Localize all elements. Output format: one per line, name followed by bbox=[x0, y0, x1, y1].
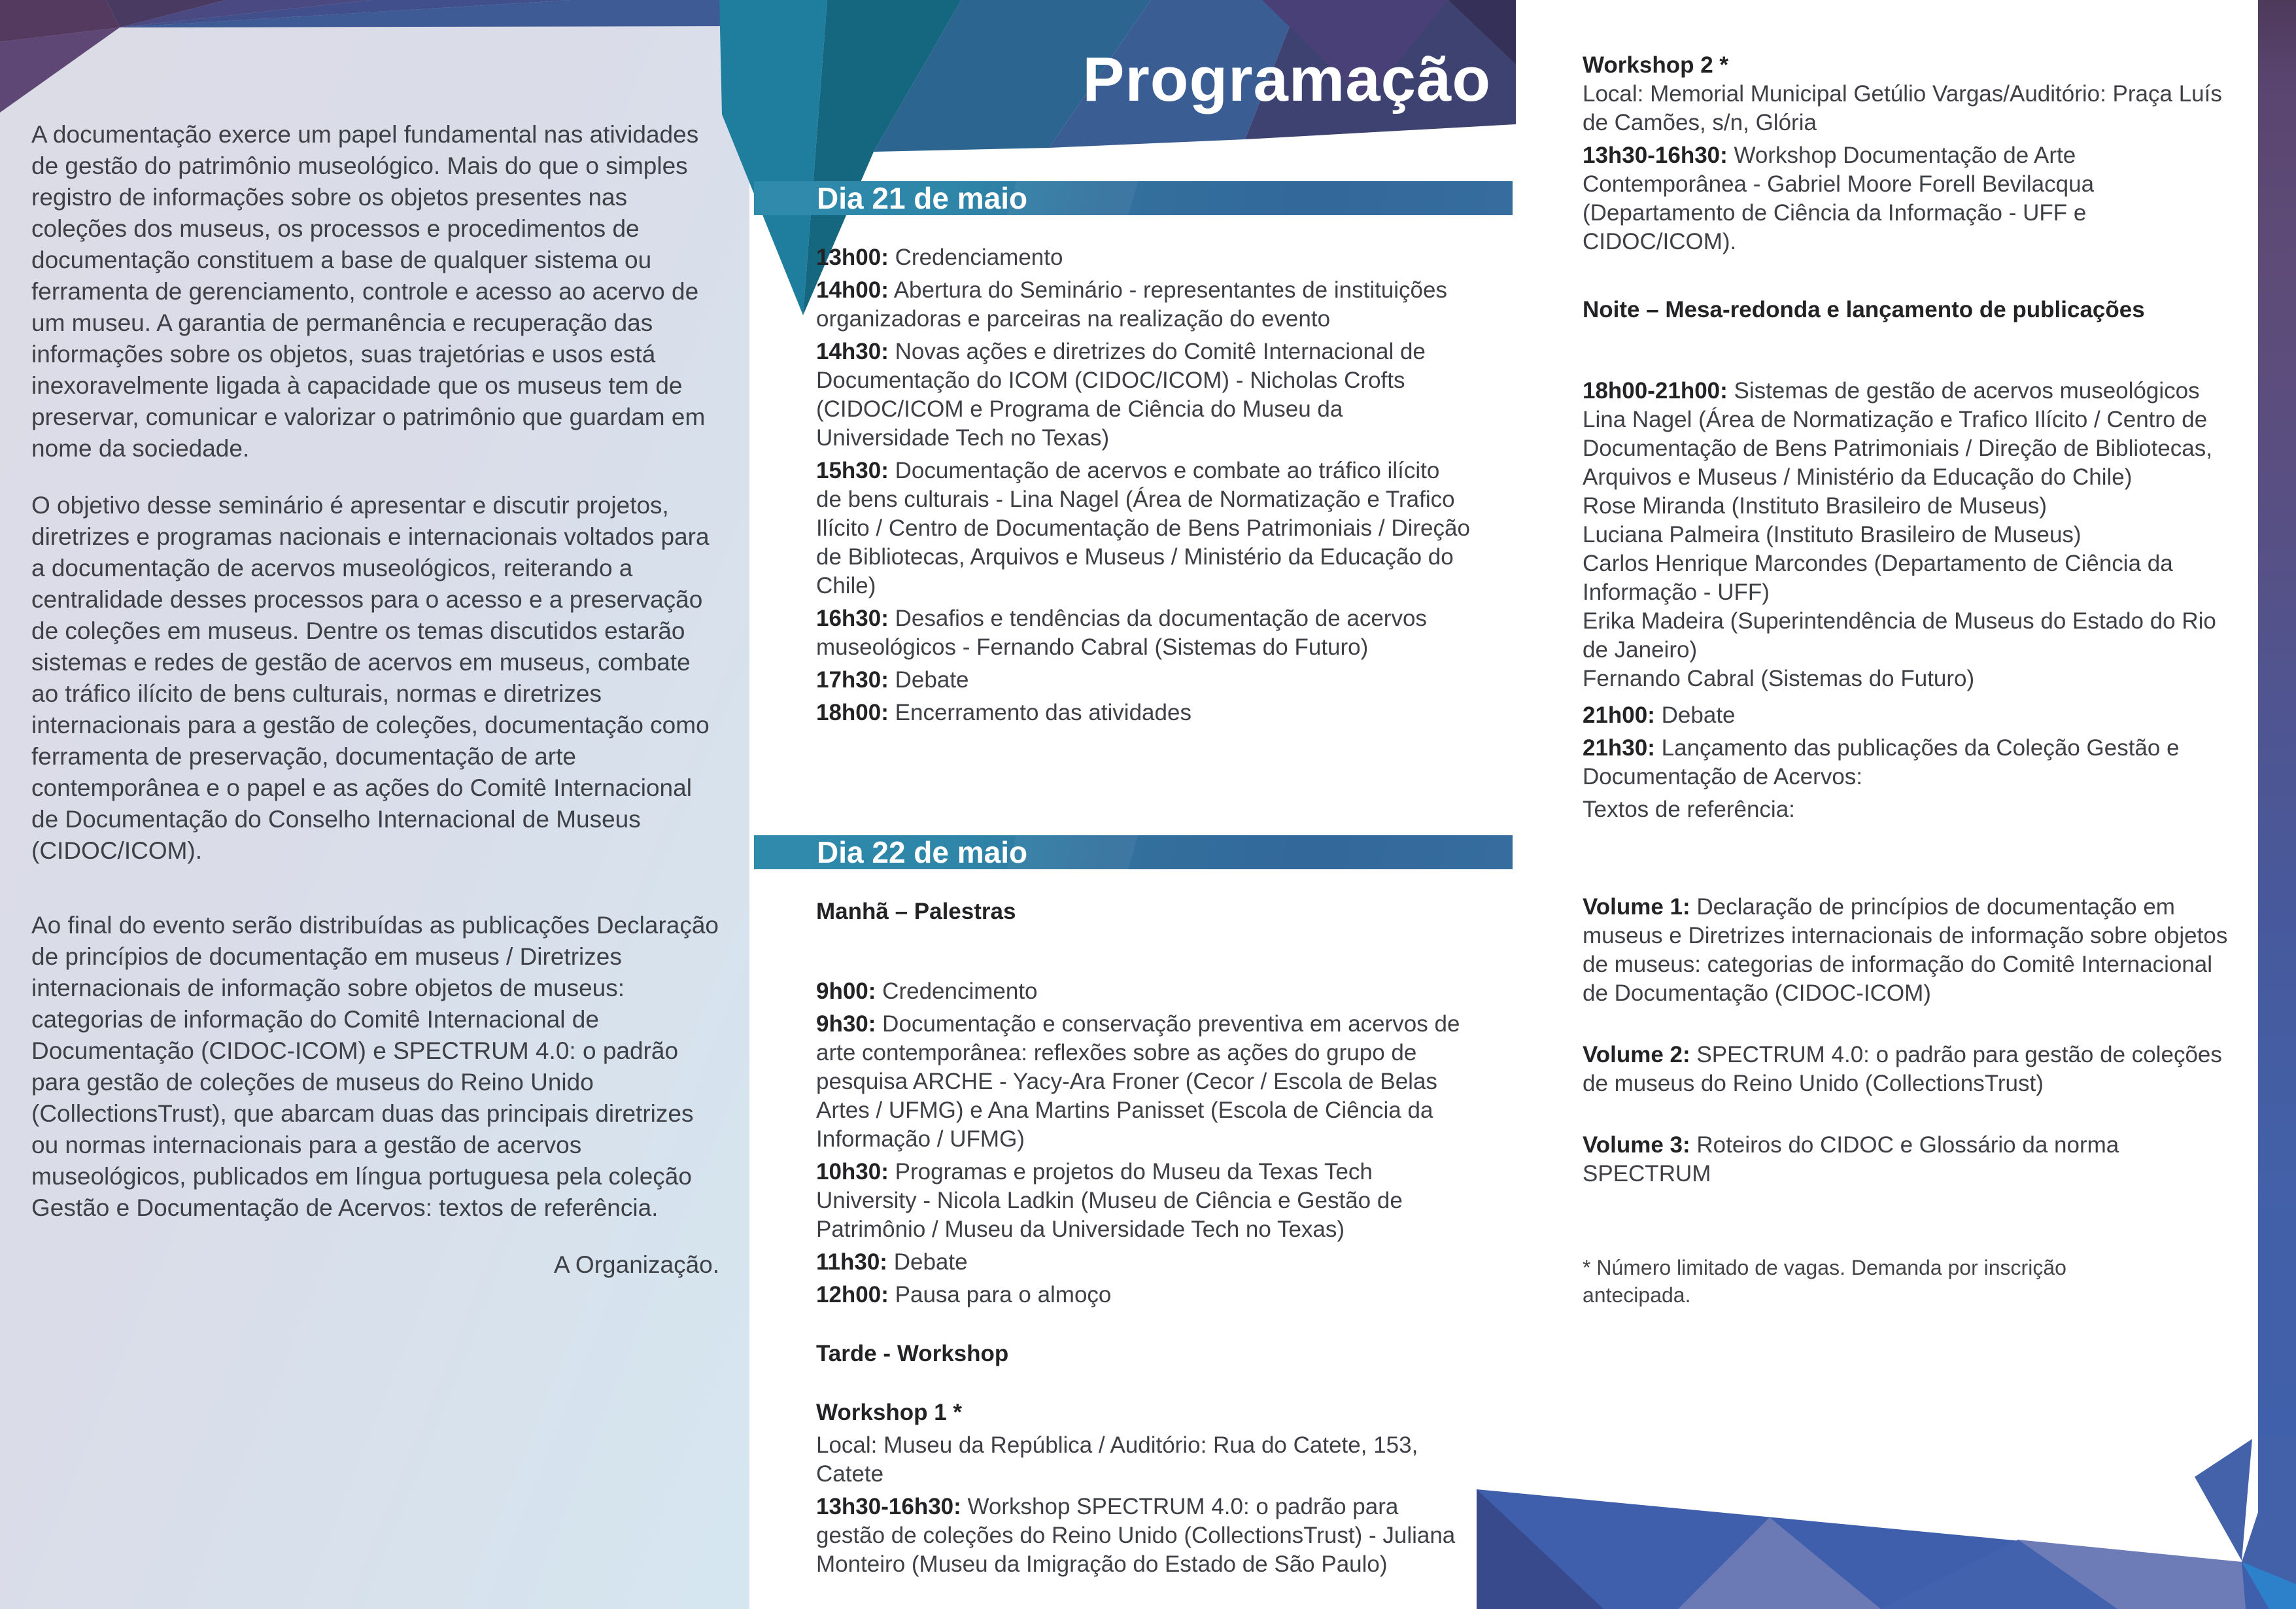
bottom-right-decoration bbox=[1439, 1400, 2296, 1609]
intro-paragraph-3: Ao final do evento serão distribuídas as publicações Declaração de princípios de documentação em museus / Diretrizes internacionais de informação sobre objetos de museus: categorias de informação do Comitê Internacional de Documentação (CIDOC-ICOM) e SPECTRUM 4.0: o padrão para gestão de coleções de museus do Reino Unido (CollectionsTrust), que abarcam duas das principais diretrizes ou normas internacionais para a gestão de acervos museológicos, publicados em língua portuguesa pela coleção Gestão e Documentação de Acervos: textos de referência. bbox=[31, 912, 719, 1221]
entry-text: Debate bbox=[1661, 702, 1736, 728]
page-title: Programação bbox=[1082, 44, 1491, 114]
volume-label: Volume 3: bbox=[1583, 1132, 1690, 1158]
entry-time: 13h30-16h30: bbox=[816, 1494, 961, 1519]
volume-entry bbox=[1583, 1131, 2230, 1188]
workshop2-title: Workshop 2 * bbox=[1583, 52, 1729, 78]
volume-label: Volume 2: bbox=[1583, 1042, 1690, 1067]
schedule-entry bbox=[816, 1281, 1470, 1309]
entry-time: 10h30: bbox=[816, 1159, 889, 1185]
entry-time: 18h00-21h00: bbox=[1583, 378, 1728, 404]
schedule-entry bbox=[816, 604, 1470, 662]
speaker-line: Erika Madeira (Superintendência de Museus do Estado do Rio de Janeiro) bbox=[1583, 608, 2216, 663]
entry-text: Abertura do Seminário - representantes de instituições organizadoras e parceiras na realização do evento bbox=[816, 277, 1447, 332]
day2-schedule bbox=[816, 897, 1470, 1583]
entry-text: Debate bbox=[893, 1249, 968, 1275]
footnote: * Número limitado de vagas. Demanda por inscrição antecipada. bbox=[1583, 1256, 2066, 1307]
schedule-entry bbox=[1583, 734, 2230, 791]
entry-text: Documentação e conservação preventiva em acervos de arte contemporânea: reflexões sobre as ações do grupo de pesquisa ARCHE - Yacy-Ara Froner (Cecor / Escola de Belas Artes / UFMG) e Ana Martins Panisset (Escola de Ciência da Informação / UFMG) bbox=[816, 1011, 1460, 1152]
entry-time: 21h00: bbox=[1583, 702, 1655, 728]
volume-text: Declaração de princípios de documentação em museus e Diretrizes internacionais de informação sobre objetos de museus: categorias de informação do Comitê Internacional de Documentação (CIDOC-ICOM) bbox=[1583, 894, 2228, 1006]
entry-time: 14h30: bbox=[816, 339, 889, 364]
entry-text: Credenciamento bbox=[895, 245, 1063, 270]
signature: A Organização. bbox=[554, 1251, 719, 1278]
entry-time: 21h30: bbox=[1583, 735, 1655, 761]
day1-header-label: Dia 21 de maio bbox=[817, 181, 1028, 215]
entry-time: 12h00: bbox=[816, 1282, 889, 1307]
schedule-entry bbox=[816, 457, 1470, 600]
volume-text: Roteiros do CIDOC e Glossário da norma SPECTRUM bbox=[1583, 1132, 2119, 1186]
entry-text: Novas ações e diretrizes do Comitê Internacional de Documentação do ICOM (CIDOC/ICOM) - Nicholas Crofts (CIDOC/ICOM e Programa de Ciência do Museu da Universidade Tech no Texas) bbox=[816, 339, 1426, 451]
schedule-entry bbox=[816, 666, 1470, 695]
speaker-line: Lina Nagel (Área de Normatização e Trafico Ilícito / Centro de Documentação de Bens Patrimoniais / Direção de Bibliotecas, Arquivos e Museus / Ministério da Educação do Chile) bbox=[1583, 407, 2212, 490]
volume-entry bbox=[1583, 893, 2230, 1008]
right-edge-decoration bbox=[2258, 0, 2296, 1438]
day1-header-bar bbox=[754, 181, 1513, 215]
speaker-line: Carlos Henrique Marcondes (Departamento de Ciência da Informação - UFF) bbox=[1583, 551, 2173, 605]
entry-text: Encerramento das atividades bbox=[895, 700, 1191, 725]
volume-entry bbox=[1583, 1041, 2230, 1098]
entry-text: Sistemas de gestão de acervos museológicos bbox=[1734, 378, 2200, 404]
schedule-entry bbox=[816, 1158, 1470, 1244]
schedule-entry bbox=[1583, 141, 2230, 256]
day2-header-label: Dia 22 de maio bbox=[817, 835, 1028, 869]
entry-text: Pausa para o almoço bbox=[895, 1282, 1112, 1307]
entry-text: Documentação de acervos e combate ao tráfico ilícito de bens culturais - Lina Nagel (Área de Normatização e Trafico Ilícito / Centro de Documentação de Bens Patrimoniais / Direção de Bibliotecas, Arquivos e Museus / Ministério da Educação do Chile) bbox=[816, 458, 1470, 598]
speaker-line: Rose Miranda (Instituto Brasileiro de Museus) bbox=[1583, 493, 2048, 519]
speaker-line: Luciana Palmeira (Instituto Brasileiro de Museus) bbox=[1583, 522, 2082, 547]
entry-time: 15h30: bbox=[816, 458, 889, 483]
schedule-entry bbox=[816, 1248, 1470, 1277]
evening-section-header: Noite – Mesa-redonda e lançamento de publicações bbox=[1583, 297, 2145, 322]
schedule-entry bbox=[1583, 701, 2230, 730]
schedule-entry bbox=[816, 276, 1470, 334]
entry-time: 17h30: bbox=[816, 667, 889, 693]
entry-time: 9h00: bbox=[816, 978, 876, 1004]
reference-line: Textos de referência: bbox=[1583, 797, 1795, 822]
entry-time: 13h30-16h30: bbox=[1583, 143, 1728, 168]
volume-label: Volume 1: bbox=[1583, 894, 1690, 920]
morning-section-header: Manhã – Palestras bbox=[816, 899, 1016, 924]
entry-time: 16h30: bbox=[816, 606, 889, 631]
afternoon-section-header: Tarde - Workshop bbox=[816, 1341, 1009, 1366]
entry-time: 13h00: bbox=[816, 245, 889, 270]
volume-text: SPECTRUM 4.0: o padrão para gestão de coleções de museus do Reino Unido (CollectionsTrust) bbox=[1583, 1042, 2222, 1096]
entry-time: 11h30: bbox=[816, 1249, 887, 1275]
entry-time: 14h00: bbox=[816, 277, 889, 303]
entry-text: Programas e projetos do Museu da Texas Tech University - Nicola Ladkin (Museu de Ciência e Gestão de Patrimônio / Museu da Universidade Tech no Texas) bbox=[816, 1159, 1403, 1242]
schedule-entry bbox=[1583, 377, 2230, 406]
entry-text: Desafios e tendências da documentação de acervos museológicos - Fernando Cabral (Sistemas do Futuro) bbox=[816, 606, 1427, 660]
schedule-entry bbox=[816, 243, 1470, 272]
workshop1-location: Local: Museu da República / Auditório: Rua do Catete, 153, Catete bbox=[816, 1432, 1418, 1487]
intro-paragraph-2: O objetivo desse seminário é apresentar e discutir projetos, diretrizes e programas nacionais e internacionais voltados para a documentação de acervos museológicos, reiterando a centralidade desses processos para o acesso e a preservação de coleções em museus. Dentre os temas discutidos estarão sistemas e redes de gestão de acervos em museus, combate ao tráfico ilícito de bens culturais, normas e diretrizes internacionais para a gestão de coleções, documentação como ferramenta de preservação, documentação de arte contemporânea e o papel e as ações do Comitê Internacional de Documentação do Conselho Internacional de Museus (CIDOC/ICOM). bbox=[31, 492, 710, 864]
schedule-entry bbox=[816, 699, 1470, 727]
day2-header-bar bbox=[754, 835, 1513, 869]
entry-time: 18h00: bbox=[816, 700, 889, 725]
day1-schedule bbox=[816, 243, 1470, 731]
entry-time: 9h30: bbox=[816, 1011, 876, 1037]
workshop1-title: Workshop 1 * bbox=[816, 1400, 963, 1425]
entry-text: Workshop Documentação de Arte Contemporânea - Gabriel Moore Forell Bevilacqua (Departamento de Ciência da Informação - UFF e CIDOC/ICOM). bbox=[1583, 143, 2095, 254]
schedule-entry bbox=[816, 1493, 1470, 1579]
schedule-entry bbox=[816, 977, 1470, 1006]
speaker-line: Fernando Cabral (Sistemas do Futuro) bbox=[1583, 666, 1975, 691]
schedule-entry bbox=[816, 337, 1470, 453]
entry-text: Debate bbox=[895, 667, 969, 693]
entry-text: Credencimento bbox=[882, 978, 1038, 1004]
bottom-facets bbox=[1477, 1436, 2296, 1609]
intro-paragraph-1: A documentação exerce um papel fundamental nas atividades de gestão do patrimônio museológico. Mais do que o simples registro de informações sobre os objetos presentes nas coleções dos museus, os processos e procedimentos de documentação constituem a base de qualquer sistema ou ferramenta de gerenciamento, controle e acesso ao acervo de um museu. A garantia de permanência e recuperação das informações sobre os objetos, suas trajetórias e usos está inexoravelmente ligada à capacidade que os museus tem de preservar, comunicar e valorizar o patrimônio que guardam em nome da sociedade. bbox=[31, 121, 706, 462]
right-column bbox=[1583, 51, 2230, 1330]
entry-text: Lançamento das publicações da Coleção Gestão e Documentação de Acervos: bbox=[1583, 735, 2180, 789]
entry-text: Workshop SPECTRUM 4.0: o padrão para gestão de coleções do Reino Unido (CollectionsTrust) - Juliana Monteiro (Museu da Imigração do Estado de São Paulo) bbox=[816, 1494, 1456, 1577]
schedule-entry bbox=[816, 1010, 1470, 1154]
workshop2-location: Local: Memorial Municipal Getúlio Vargas/Auditório: Praça Luís de Camões, s/n, Glória bbox=[1583, 81, 2222, 135]
top-left-facets bbox=[0, 0, 726, 112]
